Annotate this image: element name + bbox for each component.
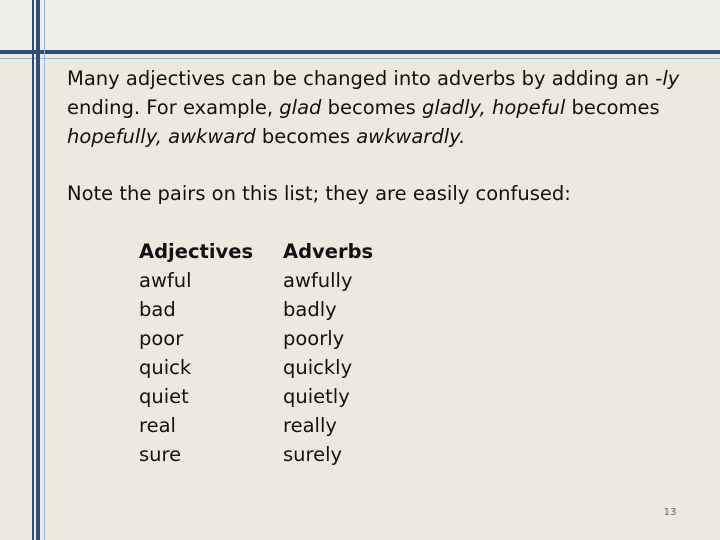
text-run: becomes (321, 96, 422, 119)
adjective-item: quiet (139, 385, 189, 408)
example-term: awkward (168, 125, 256, 148)
frame-line-vertical-thick (36, 0, 40, 540)
adjective-item: bad (139, 298, 176, 321)
intro-paragraph (67, 64, 687, 151)
adjectives-header: Adjectives (139, 240, 254, 263)
adverb-item: awfully (283, 269, 353, 292)
adjective-item: poor (139, 327, 184, 350)
frame-line-horizontal (0, 50, 720, 54)
note-paragraph: Note the pairs on this list; they are easily confused: (67, 182, 571, 205)
example-term: gladly, (422, 96, 486, 119)
text-run: becomes (255, 125, 357, 148)
adverb-item: surely (283, 443, 343, 466)
example-term: hopefully, (67, 125, 162, 148)
adverb-item: poorly (283, 327, 345, 350)
adjective-item: awful (139, 269, 192, 292)
adjective-item: real (139, 414, 176, 437)
slide-number: 13 (663, 507, 677, 518)
text-run: becomes (565, 96, 660, 119)
adjectives-column (139, 237, 253, 469)
adverb-item: really (283, 414, 337, 437)
suffix-term: -ly (655, 67, 680, 90)
adjective-item: quick (139, 356, 192, 379)
adjective-item: sure (139, 443, 182, 466)
frame-line-vertical (32, 0, 34, 540)
adverb-item: quietly (283, 385, 350, 408)
example-term: awkwardly. (356, 125, 466, 148)
header-band (0, 0, 720, 50)
adverbs-header: Adverbs (283, 240, 374, 263)
frame-line-horizontal-thin (0, 58, 720, 59)
example-term: glad (279, 96, 322, 119)
text-run: ending. For example, (67, 96, 280, 119)
adverbs-column (283, 237, 373, 469)
example-term: hopeful (491, 96, 566, 119)
text-run: Many adjectives can be changed into adverbs by adding an (67, 67, 656, 90)
adverb-item: badly (283, 298, 337, 321)
frame-line-vertical-thin (44, 0, 45, 540)
adverb-item: quickly (283, 356, 353, 379)
